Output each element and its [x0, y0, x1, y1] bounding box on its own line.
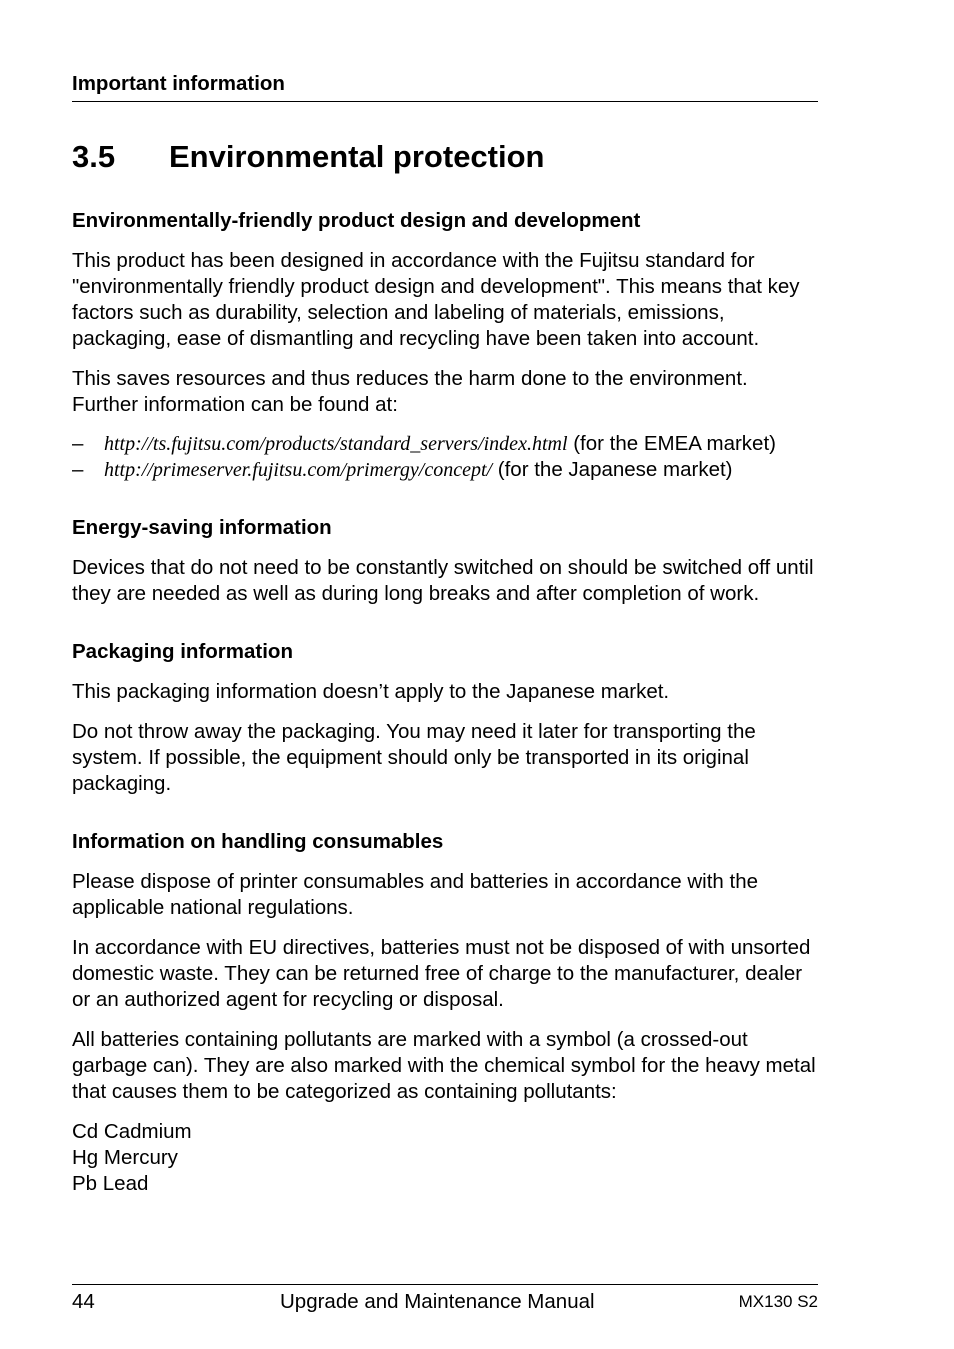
section-heading-packaging: Packaging information: [72, 640, 293, 663]
list-item: [72, 431, 818, 457]
list-dash: –: [72, 432, 84, 455]
document-page: [72, 0, 818, 1349]
energy-paragraph-1: Devices that do not need to be constantly switched on should be switched off until they are needed as well as during long breaks and after completion of work.: [72, 556, 814, 605]
design-paragraph-1: This product has been designed in accordance with the Fujitsu standard for "environmentally friendly product design and development". This means that key factors such as durability, selection and labeling of materials, emissions, packaging, ease of dismantling and recycling have been taken into account.: [72, 249, 800, 350]
design-paragraph-2: This saves resources and thus reduces the harm done to the environment. Further information can be found at:: [72, 367, 748, 416]
page-footer: [72, 1288, 818, 1316]
page-number: 44: [72, 1290, 95, 1313]
section-heading-consumables: Information on handling consumables: [72, 830, 444, 853]
manual-title: Upgrade and Maintenance Manual: [280, 1290, 595, 1313]
consumables-paragraph-3: All batteries containing pollutants are marked with a symbol (a crossed-out garbage can). They are also marked with the chemical symbol for the heavy metal that causes them to be categorized as containing pollutants:: [72, 1028, 816, 1103]
section-heading-design: Environmentally-friendly product design and development: [72, 209, 641, 232]
element-cadmium: Cd Cadmium: [72, 1120, 192, 1143]
link-note-japan: (for the Japanese market): [492, 458, 733, 481]
section-heading-energy: Energy-saving information: [72, 516, 332, 539]
link-note-emea: (for the EMEA market): [567, 432, 776, 455]
packaging-paragraph-2: Do not throw away the packaging. You may need it later for transporting the system. If possible, the equipment should only be transported in its original packaging.: [72, 720, 756, 795]
packaging-paragraph-1: This packaging information doesn’t apply to the Japanese market.: [72, 680, 670, 703]
consumables-paragraph-1: Please dispose of printer consumables and batteries in accordance with the applicable national regulations.: [72, 870, 759, 919]
chapter-number: 3.5: [72, 139, 116, 174]
consumables-paragraph-2: In accordance with EU directives, batteries must not be disposed of with unsorted domestic waste. They can be returned free of charge to the manufacturer, dealer or an authorized agent for recycling or disposal.: [72, 936, 811, 1011]
page-content: [72, 208, 818, 1197]
list-item: [72, 457, 818, 483]
info-link-list: [72, 431, 818, 483]
chapter-title: [72, 137, 544, 177]
element-lead: Pb Lead: [72, 1172, 149, 1195]
running-header: Important information: [72, 72, 285, 95]
list-dash: –: [72, 458, 84, 481]
link-japan[interactable]: http://primeserver.fujitsu.com/primergy/concept/: [104, 459, 493, 481]
header-rule: [72, 101, 818, 102]
footer-rule: [72, 1284, 818, 1285]
link-emea[interactable]: http://ts.fujitsu.com/products/standard_servers/index.html: [104, 433, 568, 455]
chapter-title-text: Environmental protection: [169, 139, 545, 174]
element-mercury: Hg Mercury: [72, 1146, 178, 1169]
model-name: MX130 S2: [738, 1292, 818, 1311]
